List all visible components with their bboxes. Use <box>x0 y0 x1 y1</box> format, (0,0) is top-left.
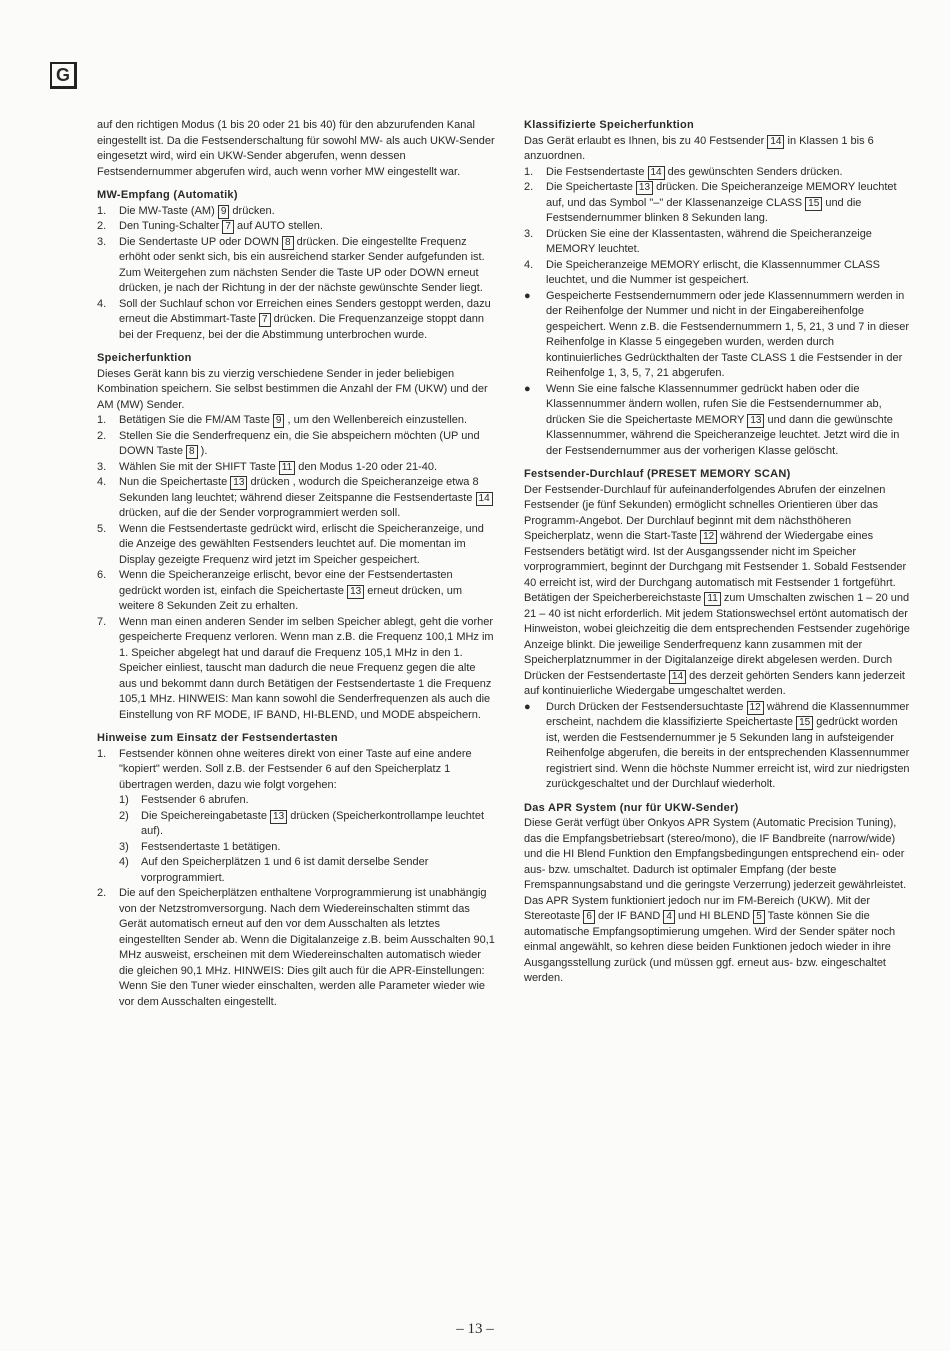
list-item: ● Durch Drücken der Festsendersuchtaste 12 während die Klassennummer erscheint, nachdem die klassifizierte Speichertaste 15 gedrückt worden ist, werden die Festsendernummer je 5 Sekunden lang in aufsteigender Reihenfolge abgerufen, die bereits in der entsprechenden Klassennummer registriert sind. Wenn die höchste Nummer erreicht ist, wird zur niedrigsten zurückgeschaltet und der Durchlauf wiederholt. <box>524 700 910 790</box>
key-reference-box: 9 <box>218 205 230 219</box>
storage-list <box>97 413 495 723</box>
list-item: 2. Die auf den Speicherplätzen enthaltene Vorprogrammierung ist unabhängig von der Netzstromversorgung. Nach dem Wiedereinschalten stimmt das Gerät automatisch erneut auf den vor dem Ausschalten als letztes eingestellten Sender ab. Wenn die Digitalanzeige z.B. beim Ausschalten 90,1 MHz ausweist, erscheinen mit dem Wiedereinschalten automatisch wieder die gleichen 90,1 MHz. HINWEIS: Dies gilt auch für die APR-Einstellungen: Wenn Sie den Tuner wieder einschalten, werden alle Parameter wieder wie vor dem Ausschalten eingestellt. <box>97 887 495 1008</box>
list-item: 5. Wenn die Festsendertaste gedrückt wird, erlischt die Speicheranzeige, und die Anzeige des gewählten Festsenders leuchtet auf. Die momentan im Display gezeigte Frequenz wird jetzt im Speicher gespeichert. <box>97 522 484 566</box>
apr-text: Diese Gerät verfügt über Onkyos APR System (Automatic Precision Tuning), das die Empfangsbetriebsart (stereo/mono), die IF Bandbreite (narrow/wide) und die HI Blend Funktion den Empfangsbedingungen entsprechend ein- oder aus- bzw. umschaltet. Dadurch ist optimaler Empfang (der beste Fremspannungsabstand und die geringste Verzerrung) jederzeit gewährleistet. Das APR System funktioniert jedoch nur im FM-Bereich (UKW). Mit der Stereotaste 6 der IF BAND 4 und HI BLEND 5 Taste können Sie die automatische Empfangsoptimierung umgehen. Wird der Sender später noch einmal angewählt, so kehren diese beiden Funktionen jedoch wieder in ihre Ausgangsstellung zurück (und müssen ggf. erneut aus- bzw. eingeschaltet werden. <box>524 817 907 984</box>
list-item: 3. Wählen Sie mit der SHIFT Taste 11 den Modus 1-20 oder 21-40. <box>97 460 438 473</box>
key-reference-box: 15 <box>796 716 813 730</box>
list-item: 2. Den Tuning-Schalter 7 auf AUTO stellen. <box>97 220 323 232</box>
list-item: 3. Die Sendertaste UP oder DOWN 8 drücken. Die eingestellte Frequenz erhöht oder senkt sich, bis ein ausreichend starker Sender aufgefunden ist. Zum Weitergehen zum nächsten Sender die Taste UP oder DOWN erneut drücken, je nach der Richtung in der der nächste gewünschte Sender liegt. <box>97 235 485 294</box>
key-reference-box: 14 <box>476 492 493 506</box>
key-reference-box: 7 <box>222 220 234 234</box>
storage-heading: Speicherfunktion <box>97 352 192 364</box>
storage-intro: Dieses Gerät kann bis zu vierzig verschiedene Sender in jeder beliebigen Kombination speichern. Sie selbst bestimmen die Anzahl der FM (UKW) und der AM (MW) Sender. <box>97 367 488 411</box>
key-reference-box: 12 <box>747 701 764 715</box>
key-reference-box: 11 <box>704 592 720 606</box>
key-reference-box: 5 <box>753 910 765 924</box>
list-item: 3) Festsendertaste 1 betätigen. <box>119 840 281 853</box>
list-item: 1. Die MW-Taste (AM) 9 drücken. <box>97 204 275 217</box>
key-reference-box: 13 <box>347 585 364 599</box>
list-item: 1. Die Festsendertaste 14 des gewünschten Senders drücken. <box>524 165 843 178</box>
key-reference-box: 6 <box>583 910 595 924</box>
list-item: 1. Betätigen Sie die FM/AM Taste 9 , um den Wellenbereich einzustellen. <box>97 414 468 426</box>
key-reference-box: 13 <box>636 181 653 195</box>
key-reference-box: 13 <box>747 414 764 428</box>
mw-heading: MW-Empfang (Automatik) <box>97 189 238 201</box>
key-reference-box: 7 <box>259 313 271 327</box>
list-item: ● Wenn Sie eine falsche Klassennummer gedrückt haben oder die Klassennummer ändern wollen, rufen Sie die Festsendernummer ab, drücken Sie die Speichertaste MEMORY 13 und dann die gewünschte Klassennummer, während die Speicheranzeige leuchtet. Jetzt wird die in der Festsendernummer aus der vorherigen Klasse gelöscht. <box>524 382 900 457</box>
list-item: 4) Auf den Speicherplätzen 1 und 6 ist damit derselbe Sender vorprogrammiert. <box>119 856 429 884</box>
list-item: ● Gespeicherte Festsendernummern oder jede Klassennummern werden in der Reihenfolge der Nummer und nicht in der Eingabereihenfolge gespeichert. Wenn z.B. die Festsendernummern 1, 5, 21, 3 und 7 in dieser Reihenfolge in Klasse 5 eingegeben wurden, werden durch kontinuierliches Gedrückthalten der Taste CLASS 1 die Festsender in der Reihenfolge 1, 3, 5, 7, 21 abgerufen. <box>524 289 909 379</box>
intro-paragraph: auf den richtigen Modus (1 bis 20 oder 21 bis 40) für den abzurufenden Kanal eingestellt ist. Da die Festsenderschaltung für sowohl MW- als auch UKW-Sender eingesetzt wird, wird ein UKW-Sender abgerufen, wenn dessen Festsendernummer abgerufen wird, auch wenn vorher MW eingestellt war. <box>97 119 495 178</box>
list-item: 4. Die Speicheranzeige MEMORY erlischt, die Klassennummer CLASS leuchtet, und die Nummer ist gespeichert. <box>524 258 881 286</box>
list-item: 1) Festsender 6 abrufen. <box>119 794 249 806</box>
key-reference-box: 14 <box>669 670 686 684</box>
key-reference-box: 14 <box>648 166 665 180</box>
left-column <box>97 118 495 1010</box>
scan-bullet-list <box>524 700 910 793</box>
key-reference-box: 9 <box>273 414 285 428</box>
key-reference-box: 14 <box>767 135 784 149</box>
notes-heading: Hinweise zum Einsatz der Festsendertasten <box>97 732 338 744</box>
section-marker: G <box>50 62 77 89</box>
notes-sublist <box>119 793 495 886</box>
apr-heading: Das APR System (nur für UKW-Sender) <box>524 801 739 814</box>
page-number: – 13 – <box>456 1321 494 1337</box>
class-memory-heading: Klassifizierte Speicherfunktion <box>524 119 695 131</box>
list-item: 6. Wenn die Speicheranzeige erlischt, bevor eine der Festsendertasten gedrückt worden ist, einfach die Speichertaste 13 erneut drücken, um weitere 8 Sekunden Zeit zu erhalten. <box>97 569 463 612</box>
key-reference-box: 13 <box>270 810 287 824</box>
notes-list <box>97 747 495 1011</box>
mw-list <box>97 204 495 344</box>
list-item: 2) Die Speichereingabetaste 13 drücken (Speicherkontrollampe leuchtet auf). <box>119 809 485 837</box>
scan-text: Der Festsender-Durchlauf für aufeinanderfolgendes Abrufen der einzelnen Festsender (je fünf Sekunden) ermöglicht schnelles Orientieren über das Programm-Angebot. Der Durchlauf beginnt mit dem nächsthöheren Speicherplatz, wenn die Start-Taste 12 während der Wiedergabe eines Festsenders betätigt wird. Ist der Ausgangssender nicht im Speicher vorprogrammiert, beginnt der Durchgang mit Festsender 1. Sobald Festsender 40 erreicht ist, wird der Durchgang automatisch mit Festsender 1 fortgeführt. Betätigen der Speicherbereichstaste 11 zum Umschalten zwischen 1 – 20 und 21 – 40 ist nicht erforderlich. Mit jedem Stationswechsel ertönt automatisch der Hinweiston, wobei gleichzeitig die dem entsprechenden Festsender zugehörige Anzeige blinkt. Die jeweilige Senderfrequenz kann zusammen mit der Speicherplatznummer in der Digitalanzeige direkt abgelesen werden. Durch Drücken der Festsendertaste 14 des derzeit gehörten Senders kann jederzeit auf kontinuierliche Wiedergabe umgeschaltet werden. <box>524 483 910 697</box>
scan-heading: Festsender-Durchlauf (PRESET MEMORY SCAN) <box>524 468 791 480</box>
list-item: 4. Soll der Suchlauf schon vor Erreichen eines Senders gestoppt werden, dazu erneut die Abstimmart-Taste 7 drücken. Die Frequenzanzeige stoppt dann bei der Frequenz, bei der die Abstimmung unterbrochen wurde. <box>97 297 491 341</box>
right-column <box>524 118 910 987</box>
list-item: 2. Stellen Sie die Senderfrequenz ein, die Sie abspeichern möchten (UP und DOWN Taste 8 ). <box>97 429 480 457</box>
list-item: 7. Wenn man einen anderen Sender im selben Speicher ablegt, geht die vorher gespeicherte Frequenz verloren. Wenn man z.B. die Frequenz 100,1 MHz im 1. Speicher abgelegt hat und darauf die Frequenz 105,1 MHz in den 1. Speicher einliest, tauscht man dadurch die neue Frequenz gegen die alte aus und bekommt dann durch Betätigen der Festsendertaste 1 die Frequenz 105,1 MHz. HINWEIS: Man kann sowohl die Senderfrequenzen als auch die Einstellung von RF MODE, IF BAND, HI-BLEND, und MODE abspeichern. <box>97 615 494 721</box>
key-reference-box: 11 <box>279 461 295 475</box>
list-item: 3. Drücken Sie eine der Klassentasten, während die Speicheranzeige MEMORY leuchtet. <box>524 227 872 255</box>
key-reference-box: 15 <box>805 197 822 211</box>
list-item: 1. Festsender können ohne weiteres direkt von einer Taste auf eine andere "kopiert" werden. Soll z.B. der Festsender 6 auf den Speicherplatz 1 übertragen werden, dazu wie folgt vorgehen: 1) Festsender 6 abrufen. 2) Die Speichereingabetaste 13 drücken (Speicherkontrollampe leuchtet auf). 3) Festsendertaste 1 betätigen. 4) Auf den Speicherplätzen 1 und 6 ist damit derselbe Sender vorprogrammiert. <box>97 747 495 887</box>
key-reference-box: 8 <box>282 236 294 250</box>
class-memory-intro: Das Gerät erlaubt es Ihnen, bis zu 40 Festsender 14 in Klassen 1 bis 6 anzuordnen. <box>524 134 874 162</box>
list-item: 4. Nun die Speichertaste 13 drücken , wodurch die Speicheranzeige etwa 8 Sekunden lang leuchtet; während dieser Zeitspanne die Festsendertaste 14 drücken, auf die der Sender vorprogrammiert werden soll. <box>97 475 495 522</box>
key-reference-box: 13 <box>230 476 247 490</box>
class-memory-list <box>524 165 910 460</box>
key-reference-box: 8 <box>186 445 198 459</box>
key-reference-box: 4 <box>663 910 675 924</box>
list-item: 2. Die Speichertaste 13 drücken. Die Speicheranzeige MEMORY leuchtet auf, und das Symbol "–" der Klassenanzeige CLASS 15 und die Festsendernummer blinken 8 Sekunden lang. <box>524 181 897 224</box>
key-reference-box: 12 <box>700 530 717 544</box>
